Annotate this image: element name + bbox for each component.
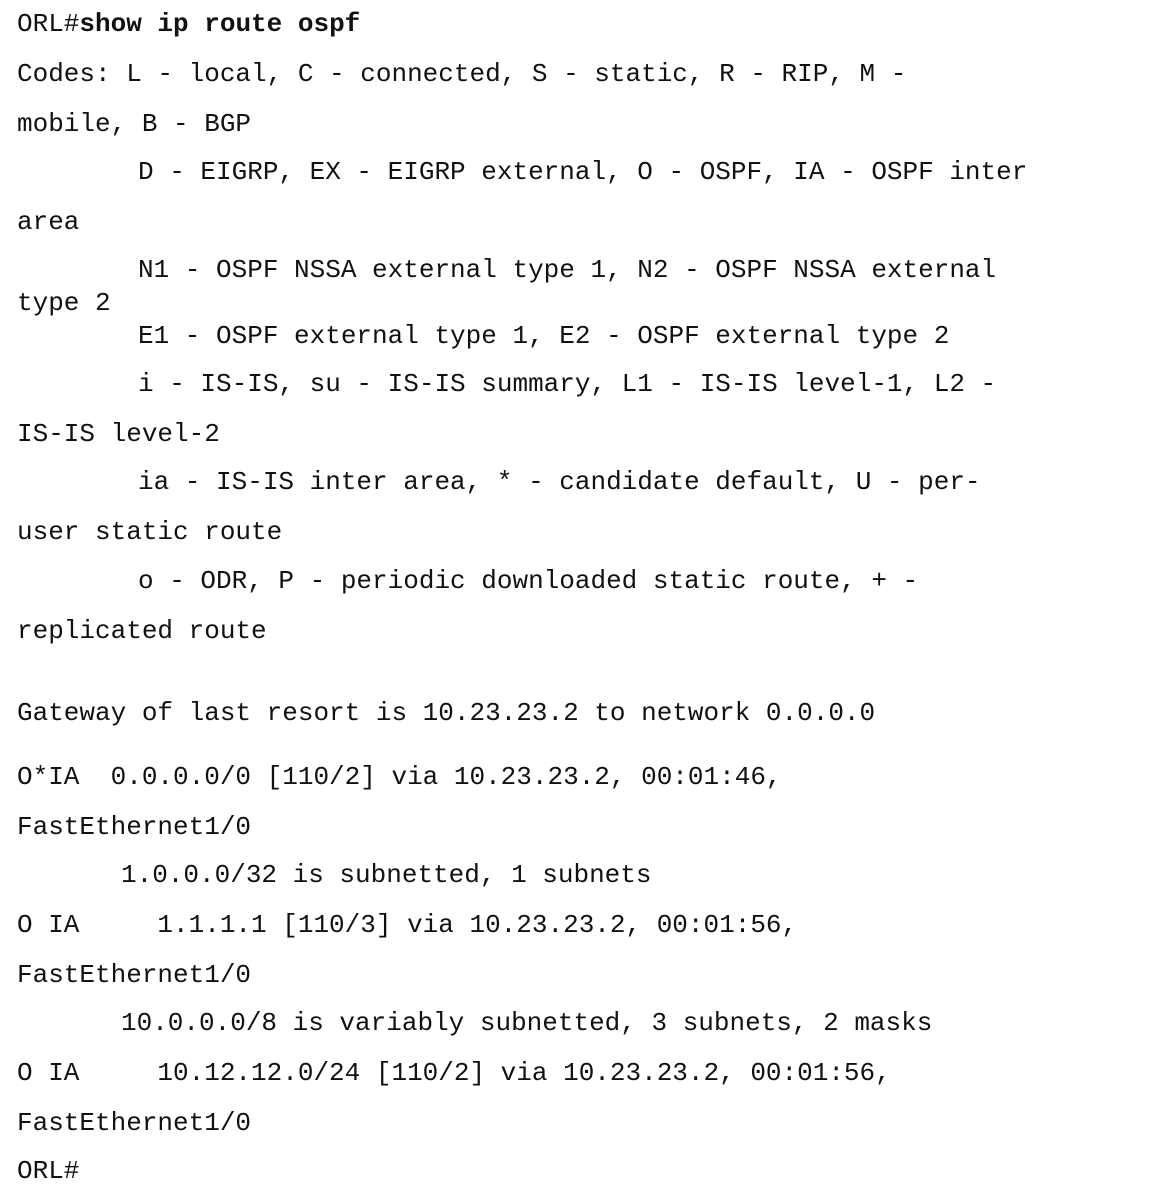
end-prompt[interactable]: ORL#	[17, 1156, 80, 1186]
command-line	[17, 9, 360, 39]
codes-line: E1 - OSPF external type 1, E2 - OSPF external type 2	[138, 321, 950, 351]
route-entry: O IA 1.1.1.1 [110/3] via 10.23.23.2, 00:01:56,	[17, 910, 798, 940]
codes-line: N1 - OSPF NSSA external type 1, N2 - OSPF NSSA external	[138, 255, 997, 285]
route-entry: O IA 10.12.12.0/24 [110/2] via 10.23.23.2, 00:01:56,	[17, 1058, 891, 1088]
gateway-line: Gateway of last resort is 10.23.23.2 to network 0.0.0.0	[17, 698, 876, 728]
codes-line: D - EIGRP, EX - EIGRP external, O - OSPF, IA - OSPF inter	[138, 157, 1028, 187]
prompt: ORL#	[17, 9, 80, 39]
codes-line: mobile, B - BGP	[17, 109, 252, 139]
codes-line: area	[17, 207, 80, 237]
subnet-summary: 1.0.0.0/32 is subnetted, 1 subnets	[121, 860, 652, 890]
command-text: show ip route ospf	[79, 9, 361, 39]
codes-line: i - IS-IS, su - IS-IS summary, L1 - IS-IS level-1, L2 -	[138, 369, 997, 399]
codes-line: user static route	[17, 517, 283, 547]
subnet-summary: 10.0.0.0/8 is variably subnetted, 3 subnets, 2 masks	[121, 1008, 933, 1038]
codes-line: ia - IS-IS inter area, * - candidate default, U - per-	[138, 467, 981, 497]
codes-line: Codes: L - local, C - connected, S - static, R - RIP, M -	[17, 59, 907, 89]
route-entry: O*IA 0.0.0.0/0 [110/2] via 10.23.23.2, 00:01:46,	[17, 762, 782, 792]
route-interface: FastEthernet1/0	[17, 1108, 252, 1138]
route-interface: FastEthernet1/0	[17, 960, 252, 990]
codes-line: IS-IS level-2	[17, 419, 220, 449]
route-interface: FastEthernet1/0	[17, 812, 252, 842]
codes-line: replicated route	[17, 616, 267, 646]
codes-line: type 2	[17, 288, 111, 318]
codes-line: o - ODR, P - periodic downloaded static route, + -	[138, 566, 919, 596]
